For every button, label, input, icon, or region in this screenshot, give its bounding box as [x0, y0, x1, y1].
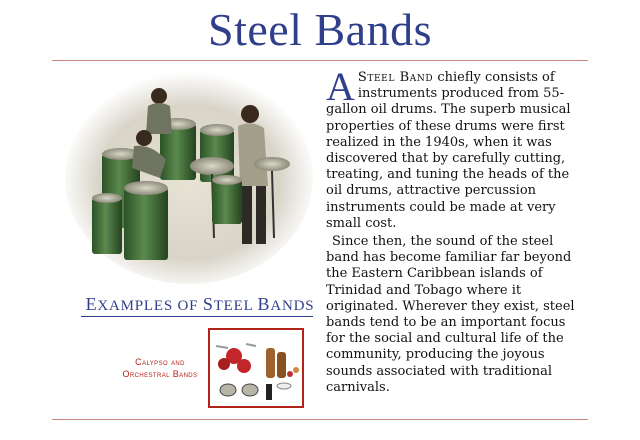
calypso-orchestral-link[interactable] — [108, 356, 212, 380]
examples-link-cap-s: S — [202, 294, 214, 314]
examples-link-cap-b: B — [257, 294, 271, 314]
instrument-collage-icon — [210, 330, 302, 406]
instrument-collage-thumbnail[interactable] — [208, 328, 304, 408]
examples-link-text-2: TEEL — [213, 298, 258, 314]
examples-link-cap-e: E — [85, 294, 98, 314]
article-lead: Steel Band — [357, 70, 434, 85]
examples-link-text-3: ANDS — [270, 298, 315, 314]
bottom-divider — [52, 419, 588, 420]
examples-link-text-1: XAMPLES OF — [97, 298, 203, 314]
calypso-label-line1: Calypso and — [135, 357, 185, 367]
drop-cap: A — [326, 64, 355, 109]
examples-underline — [81, 316, 313, 317]
calypso-label-line2: Orchestral Bands — [122, 369, 198, 379]
steel-band-photo — [62, 68, 316, 288]
article-paragraph-2: Since then, the sound of the steel band has become familiar far beyond the Eastern Caribbean islands of Trinidad and Tobago where it originated. Wherever they exist, steel bands tend to be an important focus for the social and cultural life of the community, producing the joyous sounds associated with traditional carnivals. — [326, 234, 575, 395]
steel-band-players-photo — [62, 68, 316, 288]
examples-of-steel-bands-link[interactable] — [82, 294, 318, 315]
page-title: Steel Bands — [208, 4, 432, 55]
article-body — [326, 64, 584, 396]
article-paragraph-1-text: chiefly consists of instruments produced from 55-gallon oil drums. The superb musical properties of these drums were first realized in the 1940s, when it was discovered that by carefully cutting, treating, and tuning the heads of the oil drums, attractive percussion instruments could be made at very small cost. — [326, 70, 571, 231]
article-paragraph-1 — [326, 64, 584, 232]
top-divider — [52, 60, 588, 61]
